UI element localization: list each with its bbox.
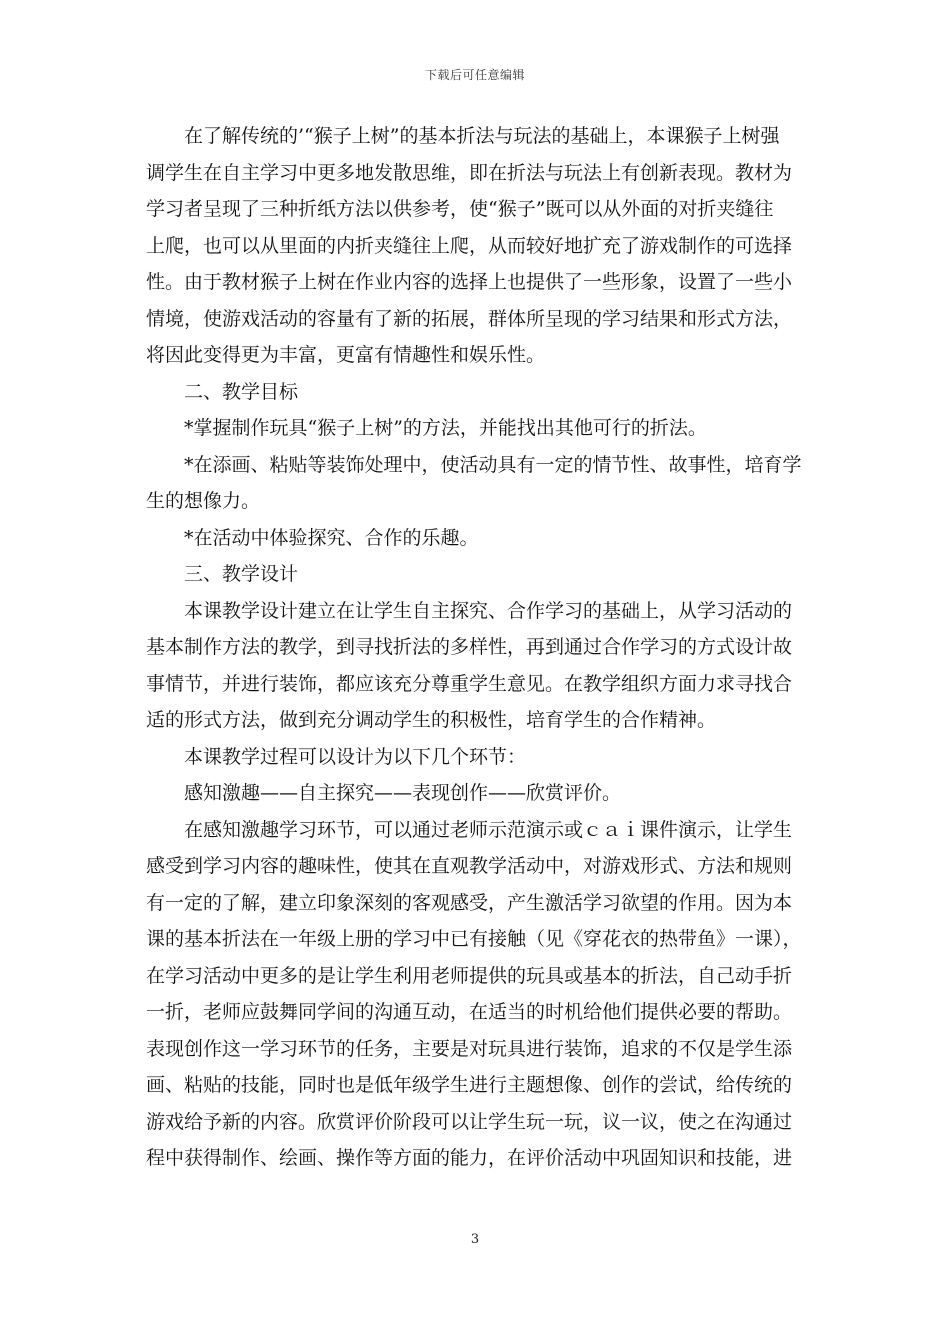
body-line: *在添画、粘贴等装饰处理中，使活动具有一定的情节性、故事性，培育学 [146, 453, 802, 476]
body-line: 本课教学设计建立在让学生自主探究、合作学习的基础上，从学习活动的 [146, 599, 793, 622]
body-line: 适的形式方法，做到充分调动学生的积极性，培育学生的合作精神。 [146, 709, 717, 731]
body-line: 有一定的了解，建立印象深刻的客观感受，产生激活学习欲望的作用。因为本 [146, 891, 793, 914]
body-line: 感知激趣——自主探究——表现创作——欣赏评价。 [146, 782, 622, 804]
body-line: 基本制作方法的教学，到寻找折法的多样性，再到通过合作学习的方式设计故 [146, 636, 793, 658]
body-line: 性。由于教材猴子上树在作业内容的选择上也提供了一些形象，设置了一些小 [146, 271, 793, 293]
body-line: 调学生在自主学习中更多地发散思维，即在折法与玩法上有创新表现。教材为 [146, 161, 793, 184]
body-line: 上爬，也可以从里面的内折夹缝往上爬，从而较好地扩充了游戏制作的可选择 [146, 234, 793, 257]
body-line: 感受到学习内容的趣味性，使其在直观教学活动中，对游戏形式、方法和规则 [146, 855, 793, 877]
body-line: *在活动中体验探究、合作的乐趣。 [146, 526, 479, 549]
section-heading: 二、教学目标 [146, 380, 299, 403]
body-line: 学习者呈现了三种折纸方法以供参考，使“猴子”既可以从外面的对折夹缝往 [146, 198, 774, 220]
body-line: 画、粘贴的技能，同时也是低年级学生进行主题想像、创作的尝试，给传统的 [146, 1074, 793, 1096]
body-line: 在了解传统的’“猴子上树”的基本折法与玩法的基础上，本课猴子上树强 [146, 125, 780, 147]
body-line: 情境，使游戏活动的容量有了新的拓展，群体所呈现的学习结果和形式方法， [146, 307, 793, 330]
page-header: 下载后可任意编辑 [424, 68, 525, 82]
body-line: 程中获得制作、绘画、操作等方面的能力，在评价活动中巩固知识和技能，进 [146, 1147, 793, 1169]
body-line: 课的基本折法在一年级上册的学习中已有接触（见《穿花衣的热带鱼》一课）， [146, 928, 802, 950]
document-body [146, 118, 806, 1177]
body-line: 一折，老师应鼓舞同学间的沟通互动，在适当的时机给他们提供必要的帮助。 [146, 1001, 793, 1023]
body-line: 事情节，并进行装饰，都应该充分尊重学生意见。在教学组织方面力求寻找合 [146, 672, 793, 695]
body-line: 生的想像力。 [146, 490, 261, 512]
body-line: 将因此变得更为丰富，更富有情趣性和娱乐性。 [146, 344, 546, 366]
body-line: 游戏给予新的内容。欣赏评价阶段可以让学生玩一玩，议一议，使之在沟通过 [146, 1110, 793, 1133]
body-line: 表现创作这一学习环节的任务，主要是对玩具进行装饰，追求的不仅是学生添 [146, 1037, 793, 1060]
page-number: 3 [470, 1232, 480, 1247]
body-line: 在学习活动中更多的是让学生利用老师提供的玩具或基本的折法，自己动手折 [146, 964, 793, 987]
section-heading: 三、教学设计 [146, 563, 299, 585]
body-line: 在感知激趣学习环节，可以通过老师示范演示或ｃａｉ课件演示，让学生 [146, 818, 793, 841]
body-line: 本课教学过程可以设计为以下几个环节： [146, 745, 527, 768]
body-line: *掌握制作玩具“猴子上树”的方法，并能找出其他可行的折法。 [146, 417, 707, 439]
